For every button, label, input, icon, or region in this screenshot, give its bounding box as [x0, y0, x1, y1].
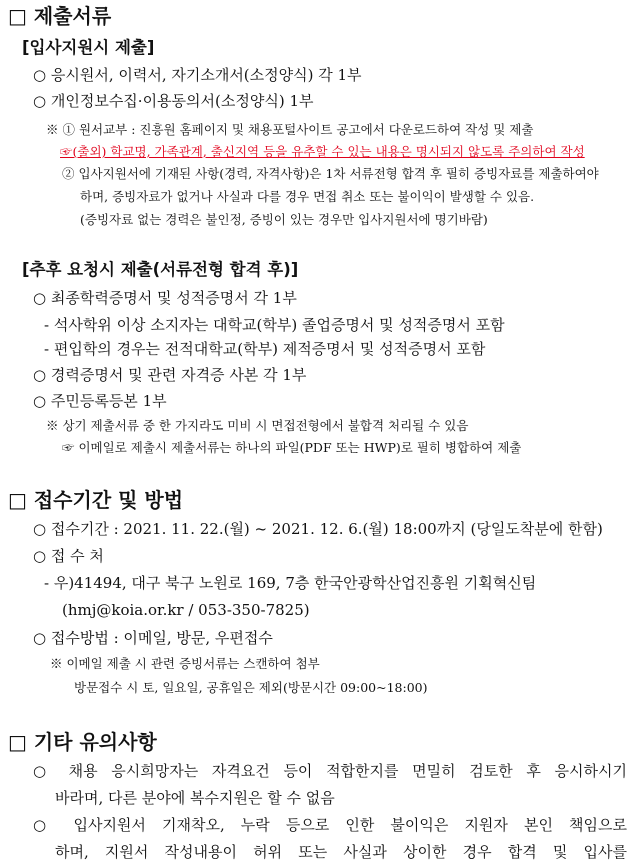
later-line-5: ○ 주민등록등본 1부 — [33, 392, 167, 410]
etc-item-2-line-2 — [55, 845, 627, 860]
later-note: ※ 상기 제출서류 중 한 가지라도 미비 시 면접전형에서 불합격 처리될 수 있음 — [46, 418, 469, 433]
later-note-2: ☞ 이메일로 제출시 제출서류는 하나의 파일(PDF 또는 HWP)로 필히 병합하여 제출 — [62, 440, 522, 455]
apply-warning: ☞(출외) 학교명, 가족관계, 출신지역 등을 유추할 수 있는 내용은 명시되지 않도록 주의하여 작성 — [60, 144, 585, 159]
later-line-1: ○ 최종학력증명서 및 성적증명서 각 1부 — [33, 289, 297, 307]
apply-note-1: ※ ① 원서교부 : 진흥원 홈페이지 및 채용포털사이트 공고에서 다운로드하여 작성 및 제출 — [46, 122, 534, 137]
later-line-2: - 석사학위 이상 소지자는 대학교(학부) 졸업증명서 및 성적증명서 포함 — [44, 316, 505, 334]
etc-item-2-line-2-text: 하며, 지원서 작성내용이 허위 또는 사실과 상이한 경우 합격 및 입사를 — [55, 843, 627, 861]
apply-item-1: ○ 응시원서, 이력서, 자기소개서(소정양식) 각 1부 — [33, 66, 362, 84]
period-place-label: ○ 접 수 처 — [33, 547, 104, 565]
apply-note-2-line-3: (증빙자료 없는 경력은 불인정, 증빙이 있는 경우만 입사지원서에 명기바람) — [80, 212, 488, 227]
period-address: - 우)41494, 대구 북구 노원로 169, 7층 한국안광학산업진흥원 기획혁신팀 — [44, 574, 537, 592]
apply-note-2-line-1: ② 입사지원서에 기재된 사항(경력, 자격사항)은 1차 서류전형 합격 후 필히 증빙자료를 제출하여야 — [62, 166, 599, 181]
etc-item-1-line-2: 바라며, 다른 분야에 복수지원은 할 수 없음 — [55, 789, 335, 807]
period-dates: ○ 접수기간 : 2021. 11. 22.(월) ~ 2021. 12. 6.(월) 18:00까지 (당일도착분에 한함) — [33, 520, 603, 538]
apply-note-2-line-2: 하며, 증빙자료가 없거나 사실과 다를 경우 면접 취소 또는 불이익이 발생할 수 있음. — [80, 189, 535, 204]
period-heading: □ 접수기간 및 방법 — [8, 488, 184, 512]
etc-item-1-line-1 — [33, 764, 627, 779]
etc-heading: □ 기타 유의사항 — [8, 730, 157, 754]
period-contact: (hmj@koia.or.kr / 053-350-7825) — [62, 601, 310, 619]
etc-item-2-line-1-text: ○ 입사지원서 기재착오, 누락 등으로 인한 불이익은 지원자 본인 책임으로 — [33, 816, 627, 834]
later-heading: [추후 요청시 제출(서류전형 합격 후)] — [22, 260, 299, 279]
period-method-note-2: 방문접수 시 토, 일요일, 공휴일은 제외(방문시간 09:00~18:00) — [74, 680, 428, 695]
period-method-note: ※ 이메일 제출 시 관련 증빙서류는 스캔하여 첨부 — [50, 656, 320, 671]
later-line-3: - 편입학의 경우는 전적대학교(학부) 제적증명서 및 성적증명서 포함 — [44, 340, 486, 358]
etc-item-2-line-1 — [33, 818, 627, 833]
apply-heading: [입사지원시 제출] — [22, 38, 155, 57]
period-method: ○ 접수방법 : 이메일, 방문, 우편접수 — [33, 629, 273, 647]
later-line-4: ○ 경력증명서 및 관련 자격증 사본 각 1부 — [33, 366, 307, 384]
etc-item-1-line-1-text: ○ 채용 응시희망자는 자격요건 등이 적합한지를 면밀히 검토한 후 응시하시기 — [33, 762, 627, 780]
docs-heading: □ 제출서류 — [8, 4, 112, 28]
apply-item-2: ○ 개인정보수집·이용동의서(소정양식) 1부 — [33, 92, 314, 110]
